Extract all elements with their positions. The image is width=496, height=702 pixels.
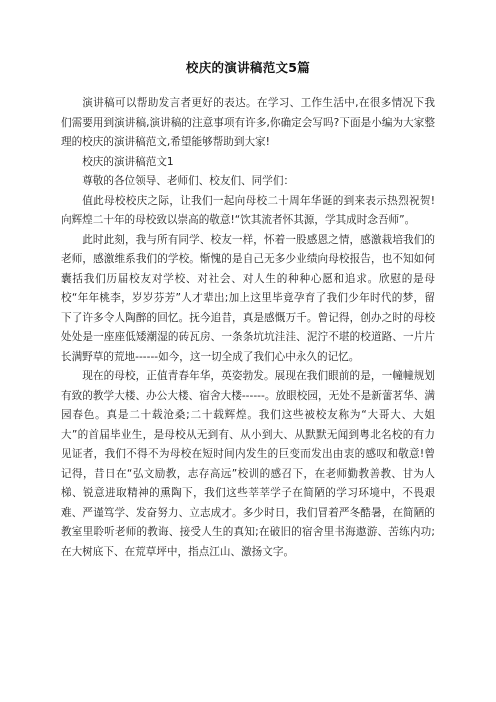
section-heading: 校庆的演讲稿范文1 [82,155,174,168]
document-title: 校庆的演讲稿范文5篇 [185,60,311,75]
body-paragraph: 现在的母校，正值青春年华，英姿勃发。展现在我们眼前的是，一幢幢规划有致的教学大楼、办公大楼、宿舍大楼------。放眼校园，无处不是新蕾茗华、满园春色。真是二十载沧桑;二十载辉煌。我们这些被校友称为“大哥大、大姐大”的首届毕业生，是母校从无到有、从小到大、从默默无闻到粤北名校的有力见证者，我们不得不为母校在短时间内发生的巨变而发出由衷的感叹和敬意!曾记得，昔日在“弘文励教，志存高远”校训的感召下，在老师勤教善教、甘为人梯、锐意进取精神的熏陶下，我们这些莘莘学子在简陋的学习环境中，不畏艰难、严谨笃学、发奋努力、立志成才。多少时日，我们冒着严冬酷暑，在简陋的教室里聆听老师的教诲、接受人生的真知;在破旧的宿舍里书海遨游、苦练内功;在大树底下、在荒草坪中，指点江山、激扬文字。 [61,370,435,558]
body-paragraph: 此时此刻，我与所有同学、校友一样，怀着一股感恩之情，感激栽培我们的老师，感激维系我们的学校。惭愧的是自己无多少业绩向母校报告，也不知如何囊括我们历届校友对学校、对社会、对人生的种种心愿和追求。欣慰的是母校“年年桃李，岁岁芬芳”人才辈出;加上这里毕竟孕育了我们少年时代的梦，留下了许多令人陶醉的回忆。抚今追昔，真是感慨万千。曾记得，创办之时的母校处处是一座座低矮潮湿的砖瓦房、一条条坑坑洼洼、泥泞不堪的校道路、一片片长满野草的荒地------如今，这一切全成了我们心中永久的记忆。 [61,233,435,363]
body-paragraph: 值此母校校庆之际，让我们一起向母校二十周年华诞的到来表示热烈祝贺!向辉煌二十年的母校致以崇高的敬意!“饮其流者怀其源，学其成时念吾师”。 [61,194,435,226]
document-page [61,60,435,562]
intro-paragraph: 演讲稿可以帮助发言者更好的表达。在学习、工作生活中,在很多情况下我们需要用到演讲稿,演讲稿的注意事项有许多,你确定会写吗?下面是小编为大家整理的校庆的演讲稿范文,希望能够帮助到大家! [61,97,435,148]
salutation: 尊敬的各位领导、老师们、校友们、同学们： [82,175,295,187]
